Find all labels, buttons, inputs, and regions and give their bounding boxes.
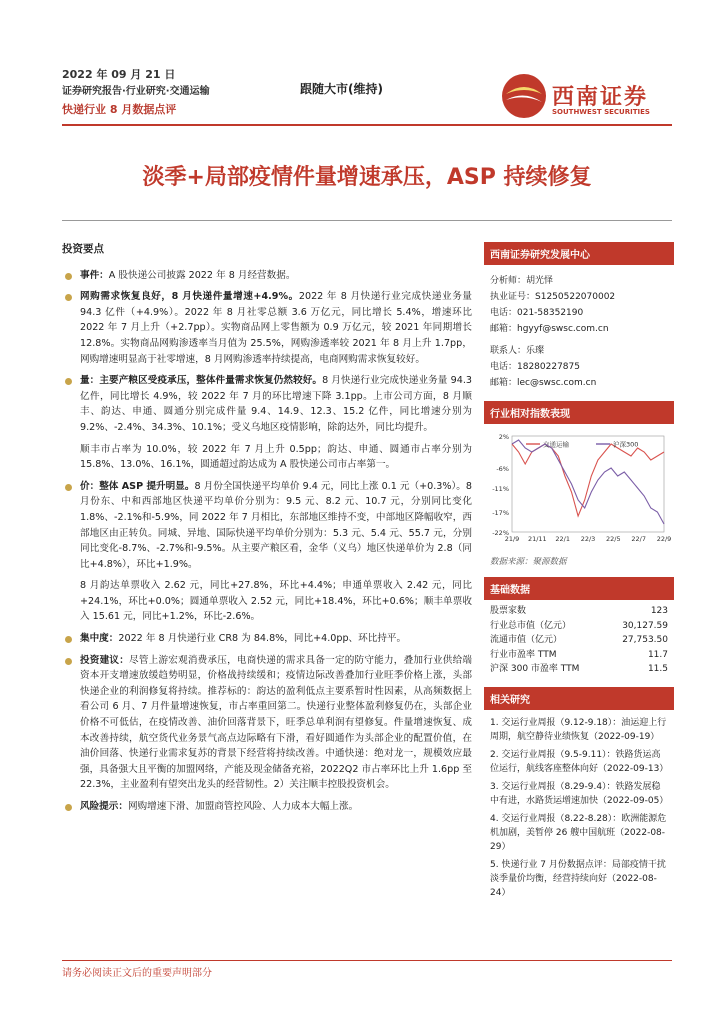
- sidebar: [484, 242, 674, 904]
- logo-en: SOUTHWEST SECURITIES: [552, 108, 650, 116]
- bullet-text: 尽管上游宏观消费承压，电商快递的需求具备一定的防守能力，叠加行业供给端资本开支增速放缓趋势明显，价格战持续缓和；疫情边际改善叠加行业旺季价格上涨，头部快递企业的利润修复将持续。推荐标的：韵达的盈利低点主要系暂时性因素，从高频数据上看公司 6 月、7 月件量增速恢复，市占率重回第二。快递行业整体盈利修复仍在，头部企业价格不可低估，在疫情改善、油价回落背景下，旺季总单利润有望修复。件量增速恢复、成本改善持续，航空货代业务景气高点边际略有下滑，看好圆通作为头部企业的配置价值，在油价回落、快递行业需求复苏的背景下经营将持续改善。中通快递：绝对龙一，规模效应最强，具备强大且平衡的加盟网络，产能及现金储备充裕，2022Q2 市占率环比上升 1.6pp 至 22.3%，主业盈利有望突出龙头的经营韧性。2）关注顺丰控股投资机会。: [80, 654, 473, 791]
- bullet-text: 网购增速下滑、加盟商管控风险、人力成本大幅上涨。: [127, 801, 359, 812]
- y-tick-label: -11%: [492, 485, 509, 493]
- logo-cn: 西南证券: [552, 85, 649, 110]
- report-subtitle: 快递行业 8 月数据点评: [62, 103, 177, 116]
- bullet-event: [62, 268, 472, 284]
- bullet-text: 8 月份全国快递平均单价 9.4 元，同比上涨 0.1 元（+0.3%）。8 月份东、中和西部地区快递平均单价分别为：9.5 元、8.2 元、10.7 元，分别同比变化 1.8%、-2.1%和-5.9%，同 2022 年 7 月相比，东部地区维持不变，中部地区降幅收窄，西部地区由正转负。同城、异地、国际快递平均单价分别为：5.3 元、5.4 元、55.7 元，分别同比变化-8.7%、-2.7%和-9.5%。从主要产粮区看，金华（义乌）地区快递单价为 2.8（同比+4.8%），环比+1.9%。: [80, 480, 472, 570]
- analyst-info: [484, 265, 674, 391]
- y-tick-label: -6%: [496, 465, 509, 473]
- bullet-volume: [62, 373, 472, 435]
- research-center-title: 西南证券研究发展中心: [484, 242, 674, 265]
- bullet-text: A 股快递公司披露 2022 年 8 月经营数据。: [108, 269, 296, 281]
- bullet-text: 8 月快递行业完成快递业务量 94.3 亿件，同比增长 4.9%，较 2022 年 7 月的环比增速下降 3.1pp。上市公司方面，8 月顺丰、韵达、申通、圆通分别完成件量 9.4、14.9、12.3、15.2 亿件，同比增速分别为 9.2%、-2.4%、34.3%、10.1%；受义乌地区疫情影响，除韵达外，同比均提升。: [80, 375, 472, 433]
- perf-chart-svg: [484, 428, 674, 550]
- base-data-value: 27,753.50: [622, 635, 668, 645]
- contact-tel: 电话：18280227875: [490, 362, 580, 372]
- y-tick-label: 2%: [498, 433, 509, 441]
- y-tick-label: -22%: [492, 529, 509, 537]
- series-line-transport: [512, 444, 664, 516]
- header-divider: [62, 124, 672, 126]
- paragraph-market-share: 顺丰市占率为 10.0%，较 2022 年 7 月上升 0.5pp；韵达、申通、圆通市占率分别为 15.8%、13.0%、16.1%，圆通超过韵达成为 A 股快递公司市占率第一。: [80, 443, 472, 471]
- x-tick-label: 22/5: [606, 535, 621, 543]
- bullet-label: 投资建议：: [80, 654, 130, 666]
- base-data-key: 行业市盈率 TTM: [490, 649, 557, 660]
- related-research-list: [484, 710, 674, 900]
- perf-title: 行业相对指数表现: [484, 401, 674, 424]
- contact-name: 联系人：乐璨: [490, 346, 545, 356]
- page-title: 淡季+局部疫情件量增速承压，ASP 持续修复: [142, 165, 592, 190]
- base-data-key: 股票家数: [490, 606, 527, 616]
- series-line-hs300: [512, 440, 664, 524]
- bullet-risk: [62, 799, 472, 815]
- base-data-key: 流通市值（亿元）: [490, 635, 563, 645]
- bullet-label: 风险提示：: [80, 801, 128, 812]
- base-data-row: [484, 604, 674, 619]
- bullet-label: 网购需求恢复良好，8 月快递件量增速+4.9%。: [80, 291, 299, 303]
- report-date: 2022 年 09 月 21 日: [62, 68, 176, 81]
- footer-divider: [62, 960, 672, 961]
- base-data-value: 30,127.59: [622, 620, 668, 631]
- base-data-row: [484, 662, 674, 677]
- analyst-tel: 电话：021-58352190: [490, 308, 584, 318]
- x-tick-label: 22/3: [580, 535, 596, 543]
- x-tick-label: 22/9: [656, 535, 672, 543]
- bullet-text: 2022 年 8 月快递行业完成快递业务量 94.3 亿件（+4.9%）。2022 年 8 月社零总额 3.6 万亿元，同比增长 5.4%，增速环比 2022 年 7 月上升（+2.7pp）。实物商品网上零售额为 0.9 万亿元，较 2021 年同期增长 12.8%。实物商品网购渗透率当月值为 25.5%，网购渗透率较 2021 年 8 月上升 1.7pp，网购增速明显高于社零增速，8 月网购渗透率持续提高，电商网购需求恢复较好。: [80, 291, 473, 365]
- title-divider: [62, 220, 672, 221]
- x-tick-label: 22/1: [555, 535, 570, 543]
- x-tick-label: 21/11: [527, 535, 547, 543]
- legend-label: 交通运输: [543, 440, 569, 449]
- base-data-value: 11.7: [647, 649, 668, 660]
- related-research-item[interactable]: 1. 交运行业周报（9.12-9.18）：油运迎上行周期，航空静待业绩恢复（2022-09-19）: [490, 717, 667, 742]
- x-tick-label: 22/7: [631, 535, 646, 543]
- x-tick-label: 21/9: [504, 535, 520, 543]
- related-research-item[interactable]: 2. 交运行业周报（9.5-9.11）：铁路货运高位运行，航线客座整体向好（2022-09-13）: [490, 749, 669, 774]
- bullet-label: 量：主要产粮区受疫承压，整体件量需求恢复仍然较好。: [80, 375, 323, 387]
- footer-disclaimer[interactable]: 请务必阅读正文后的重要声明部分: [62, 968, 212, 979]
- related-research-item[interactable]: 3. 交运行业周报（8.29-9.4）：铁路发展稳中有进，水路货运增速加快（2022-09-05）: [490, 781, 669, 806]
- base-data-title: 基础数据: [484, 577, 674, 600]
- related-research-title: 相关研究: [484, 687, 674, 710]
- base-data-key: 沪深 300 市盈率 TTM: [490, 664, 580, 674]
- bullet-investment: [62, 653, 472, 793]
- company-logo-icon: [500, 72, 548, 120]
- base-data-row: [484, 619, 674, 634]
- base-data-table: [484, 600, 674, 677]
- y-tick-label: -17%: [492, 509, 509, 517]
- section-heading: 投资要点: [62, 243, 104, 255]
- bullet-label: 价：整体 ASP 提升明显。: [80, 480, 195, 492]
- base-data-row: [484, 633, 674, 648]
- paragraph-unit-revenue: 8 月韵达单票收入 2.62 元，同比+27.8%，环比+4.4%；申通单票收入 2.42 元，同比+24.1%，环比+0.0%；圆通单票收入 2.52 元，同比+18.4%，环比+0.6%；顺丰单票收入 15.61 元，同比+1.2%，环比-2.6%。: [80, 580, 472, 623]
- base-data-value: 11.5: [647, 664, 668, 674]
- legend-label: 沪深300: [613, 440, 639, 449]
- bullet-text: 2022 年 8 月快递行业 CR8 为 84.8%，同比+4.0pp、环比持平。: [118, 633, 407, 645]
- bullet-label: 集中度：: [80, 633, 119, 645]
- base-data-row: [484, 648, 674, 663]
- related-research-item[interactable]: 5. 快递行业 7 月份数据点评：局部疫情干扰淡季量价均衡，经营持续向好（2022-08-24）: [490, 859, 666, 898]
- base-data-value: 123: [650, 606, 668, 616]
- analyst-id: 执业证号：S1250522070002: [490, 292, 616, 302]
- analyst-name: 分析师：胡光怿: [490, 276, 554, 286]
- main-content: [62, 242, 472, 821]
- base-data-key: 行业总市值（亿元）: [490, 620, 572, 631]
- rating: 跟随大市(维持): [300, 82, 383, 96]
- related-research-item[interactable]: 4. 交运行业周报（8.22-8.28）：欧洲能源危机加剧，美暂停 26 艘中国航班（2022-08-29）: [490, 813, 667, 852]
- bullet-price: [62, 479, 472, 573]
- analyst-mail[interactable]: 邮箱：hgyyf@swsc.com.cn: [490, 324, 609, 334]
- bullet-concentration: [62, 631, 472, 647]
- report-category: 证券研究报告·行业研究·交通运输: [62, 86, 210, 97]
- chart-source: 数据来源：聚源数据: [490, 557, 567, 567]
- perf-chart: [484, 428, 674, 553]
- bullet-label: 事件：: [80, 269, 109, 281]
- bullet-demand: [62, 289, 472, 367]
- contact-mail[interactable]: 邮箱：lec@swsc.com.cn: [490, 378, 597, 388]
